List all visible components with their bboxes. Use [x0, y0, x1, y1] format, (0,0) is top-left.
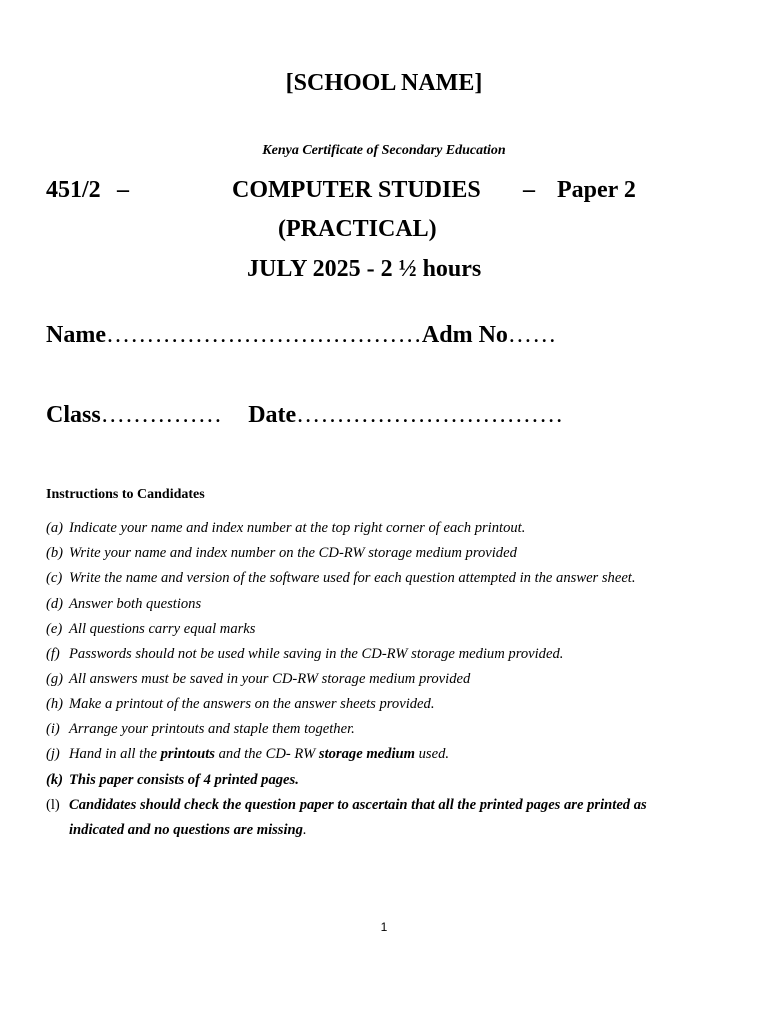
- instruction-item: [46, 721, 355, 738]
- instruction-text: All answers must be saved in your CD-RW storage medium provided: [69, 671, 471, 687]
- instruction-label: (f): [46, 646, 60, 662]
- class-label: Class: [46, 402, 101, 428]
- instruction-item: [46, 772, 299, 789]
- instruction-item: [46, 596, 201, 613]
- paper-number: Paper 2: [557, 177, 636, 203]
- instruction-label: (i): [46, 721, 60, 737]
- adm-no-label: Adm No: [421, 322, 508, 348]
- instruction-text-emphasis: printouts: [160, 746, 215, 762]
- instruction-text-part: used.: [414, 746, 450, 762]
- instruction-text-end: .: [302, 822, 307, 838]
- instruction-label: (b): [46, 545, 64, 561]
- instruction-label: (g): [46, 671, 64, 687]
- instruction-text: Write the name and version of the software used for each question attempted in the answer sheet.: [69, 570, 636, 586]
- instruction-label: (l): [46, 797, 60, 813]
- instruction-item: [46, 671, 470, 688]
- instruction-label: (j): [46, 746, 60, 762]
- instruction-item: [46, 646, 563, 663]
- instruction-item: [46, 520, 525, 537]
- instruction-item: [46, 797, 647, 814]
- name-adm-row: [46, 322, 557, 349]
- date-label: Date: [248, 402, 297, 428]
- instruction-item: [46, 696, 434, 713]
- instruction-item: [46, 621, 255, 638]
- instruction-text: Make a printout of the answers on the answer sheets provided.: [69, 696, 435, 712]
- name-label: Name: [46, 322, 106, 348]
- instruction-text-part: and the CD- RW: [214, 746, 319, 762]
- instruction-text: Arrange your printouts and staple them together.: [69, 721, 355, 737]
- instruction-text: Candidates should check the question paper to ascertain that all the printed pages are printed as: [69, 797, 647, 813]
- instruction-text: indicated and no questions are missing: [69, 822, 303, 838]
- instruction-label: (e): [46, 621, 63, 637]
- instruction-text-emphasis: storage medium: [318, 746, 415, 762]
- paper-type: (PRACTICAL): [278, 216, 437, 242]
- instruction-label: (c): [46, 570, 63, 586]
- certificate-title: Kenya Certificate of Secondary Education: [262, 143, 506, 158]
- name-field[interactable]: …………………………………: [105, 322, 422, 348]
- instruction-text: Passwords should not be used while saving in the CD-RW storage medium provided.: [69, 646, 564, 662]
- adm-no-field[interactable]: ……: [507, 322, 557, 348]
- date-field[interactable]: ……………………………: [296, 402, 564, 428]
- exam-date-duration: JULY 2025 - 2 ½ hours: [247, 256, 482, 282]
- instruction-item-continuation: [69, 822, 307, 839]
- instruction-label: (d): [46, 596, 64, 612]
- instruction-label: (h): [46, 696, 64, 712]
- instruction-label: (k): [46, 772, 64, 788]
- instruction-text: This paper consists of 4 printed pages.: [69, 772, 299, 788]
- subject-title: COMPUTER STUDIES: [232, 177, 481, 203]
- instruction-text: Write your name and index number on the CD-RW storage medium provided: [69, 545, 517, 561]
- instruction-text: Answer both questions: [69, 596, 202, 612]
- instruction-text: All questions carry equal marks: [69, 621, 256, 637]
- instruction-item: [46, 545, 517, 562]
- instruction-label: (a): [46, 520, 64, 536]
- class-date-row: [46, 402, 563, 429]
- instructions-heading: Instructions to Candidates: [46, 487, 205, 502]
- dash-separator: –: [523, 177, 535, 203]
- class-field[interactable]: ……………: [100, 402, 223, 428]
- instruction-text: Indicate your name and index number at the top right corner of each printout.: [69, 520, 526, 536]
- instruction-text-part: Hand in all the: [69, 746, 161, 762]
- dash-separator: –: [117, 177, 129, 203]
- instruction-item: [46, 570, 636, 587]
- instruction-item: [46, 746, 449, 763]
- school-name: [SCHOOL NAME]: [285, 70, 483, 96]
- paper-code: 451/2: [46, 177, 101, 203]
- page-number: 1: [380, 920, 388, 934]
